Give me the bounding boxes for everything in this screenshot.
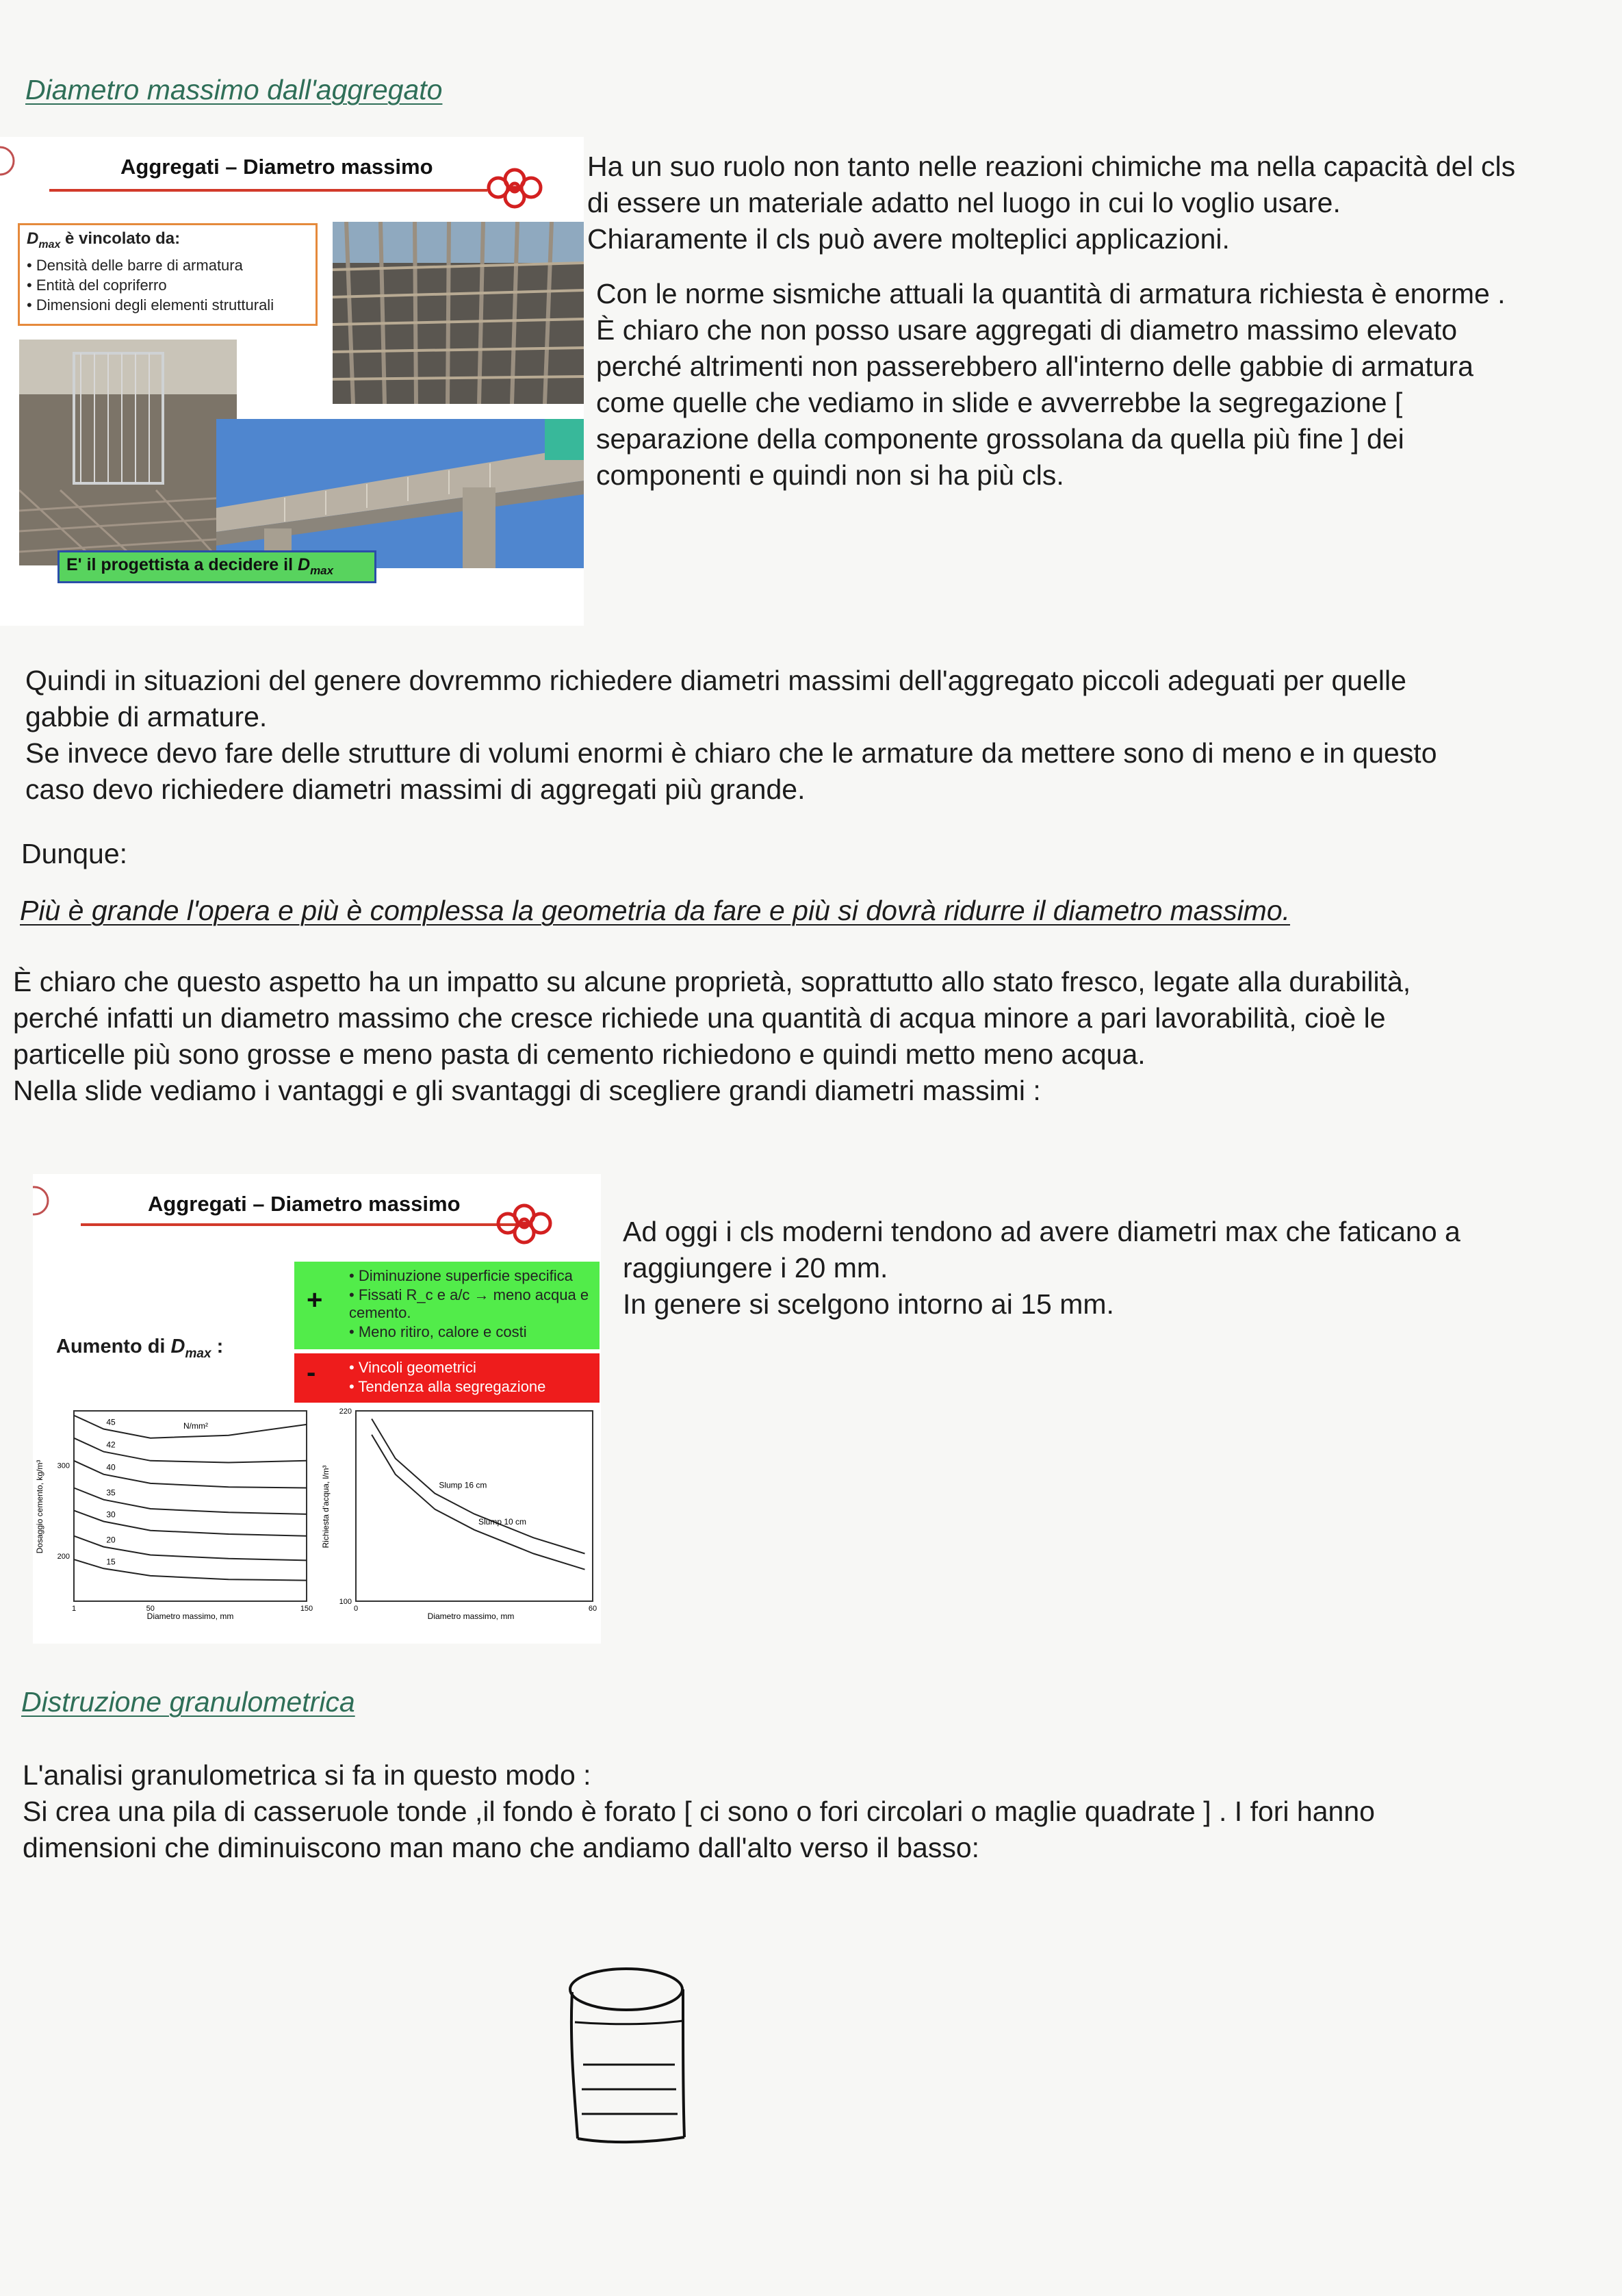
cons-box: [294, 1353, 600, 1403]
x-axis-label: Diametro massimo, mm: [427, 1611, 515, 1621]
slide-vantaggi-svantaggi: [33, 1174, 601, 1644]
x-tick-label: 150: [300, 1605, 313, 1613]
x-axis-label: Diametro massimo, mm: [146, 1611, 234, 1621]
unit-label: N/mm²: [183, 1421, 208, 1431]
university-seal-icon: [0, 137, 16, 185]
constraint-box-title: $D_{max}$ è vincolato da:: [27, 229, 181, 251]
text-block-ruolo: Ha un suo ruolo non tanto nelle reazioni chimiche ma nella capacità del cls di essere un materiale adatto nel luogo in cui lo voglio usare. Chiaramente il cls può avere molteplici applicazioni.: [587, 151, 1516, 255]
formwork-photo: [19, 340, 237, 565]
series-label: 42: [106, 1440, 116, 1450]
rebar-cage-photo: [333, 222, 584, 404]
sieve-stack-sketch-icon: [561, 1962, 691, 2154]
slide-title: Aggregati – Diametro massimo: [148, 1192, 461, 1216]
section-heading-granulometrica: Distruzione granulometrica: [21, 1686, 355, 1718]
paragraph-analisi-granulometrica: L'analisi granulometrica si fa in questo modo : Si crea una pila di casseruole tonde ,il fondo è forato [ ci sono o fori circolari o maglie quadrate ] . I fori hanno dimensioni che diminuiscono man mano che andiamo dall'alto verso il basso:: [23, 1759, 1375, 1863]
constraint-item: • Densità delle barre di armatura: [27, 256, 243, 274]
y-tick-label: 200: [57, 1552, 70, 1561]
pro-item: • Diminuzione superficie specifica: [349, 1267, 573, 1284]
x-tick-label: 1: [71, 1605, 77, 1613]
text-block-norme-sismiche: Con le norme sismiche attuali la quantità di armatura richiesta è enorme . È chiaro che non posso usare aggregati di diametro massimo elevato perché altrimenti non passerebbero all'interno delle gabbie di armatura come quelle che vediamo in slide e avverrebbe la segregazione [ separazione della componente grossolana da quella più fine ] dei componenti e quindi non si ha più cls.: [596, 278, 1506, 491]
y-tick-label: 220: [339, 1407, 352, 1416]
dunque-label: Dunque:: [21, 838, 128, 869]
x-tick-label: 60: [588, 1605, 597, 1613]
molecule-logo-icon: [483, 164, 552, 212]
chart-cement-dosage: [33, 1404, 313, 1644]
series-label: 40: [106, 1462, 116, 1472]
title-underline: [49, 189, 487, 192]
constraint-box: [18, 223, 318, 326]
minus-sign: -: [307, 1357, 316, 1388]
pro-item: • Fissati R_c e a/c → meno acqua e cemento.: [349, 1286, 589, 1321]
designer-decides-label: E' il progettista a decidere il $D_{max}$: [57, 550, 376, 583]
series-label: 45: [106, 1417, 116, 1427]
pro-item: • Meno ritiro, calore e costi: [349, 1323, 527, 1340]
x-tick-label: 50: [146, 1605, 155, 1613]
con-item: • Vincoli geometrici: [349, 1359, 476, 1376]
chart-water-demand: [313, 1404, 601, 1644]
x-tick-label: 0: [353, 1605, 359, 1613]
series-label: 30: [106, 1509, 116, 1520]
constraint-item: • Entità del copriferro: [27, 276, 167, 294]
y-axis-label: Richiesta d'acqua, l/m³: [321, 1465, 331, 1548]
y-tick-label: 300: [57, 1462, 70, 1470]
plus-sign: +: [307, 1285, 323, 1315]
series-label: Slump 16 cm: [439, 1480, 487, 1490]
series-line-slump-10-cm: [372, 1435, 584, 1570]
pros-box: [294, 1262, 600, 1349]
title-underline: [81, 1223, 520, 1226]
series-label: Slump 10 cm: [478, 1516, 527, 1527]
slide-diametro-massimo: [0, 137, 584, 626]
series-label: 15: [106, 1557, 116, 1567]
aumento-label: Aumento di $D_{max}$ :: [56, 1336, 224, 1361]
y-tick-label: 100: [339, 1598, 352, 1606]
constraint-item: • Dimensioni degli elementi strutturali: [27, 296, 274, 314]
con-item: • Tendenza alla segregazione: [349, 1378, 546, 1395]
chart-frame: [356, 1411, 593, 1601]
slide-title: Aggregati – Diametro massimo: [120, 155, 433, 179]
bridge-photo: [216, 419, 584, 568]
section-heading-diametro: Diametro massimo dall'aggregato: [25, 74, 443, 105]
paragraph-chiaro: È chiaro che questo aspetto ha un impatto su alcune proprietà, soprattutto allo stato fresco, legate alla durabilità, perché infatti un diametro massimo che cresce richiede una quantità di acqua minore a pari lavorabilità, cioè le particelle più sono grosse e meno pasta di cemento richiedono e quindi metto meno acqua. Nella slide vediamo i vantaggi e gli svantaggi di scegliere grandi diametri massimi :: [13, 966, 1411, 1106]
text-block-cls-moderni: Ad oggi i cls moderni tendono ad avere diametri max che faticano a raggiungere i 20 mm. In genere si scelgono intorno ai 15 mm.: [623, 1216, 1460, 1320]
university-seal-icon: [33, 1177, 49, 1225]
series-label: 20: [106, 1535, 116, 1545]
molecule-logo-icon: [493, 1200, 561, 1248]
paragraph-quindi: Quindi in situazioni del genere dovremmo richiedere diametri massimi dell'aggregato piccoli adeguati per quelle gabbie di armature. Se invece devo fare delle strutture di volumi enormi è chiaro che le armature da mettere sono di meno e in questo caso devo richiedere diametri massimi di aggregati più grande.: [25, 665, 1437, 805]
rule-statement: Più è grande l'opera e più è complessa la geometria da fare e più si dovrà ridurre il diametro massimo.: [20, 895, 1291, 926]
y-axis-label: Dosaggio cemento, kg/m³: [35, 1459, 44, 1554]
series-label: 35: [106, 1488, 116, 1498]
